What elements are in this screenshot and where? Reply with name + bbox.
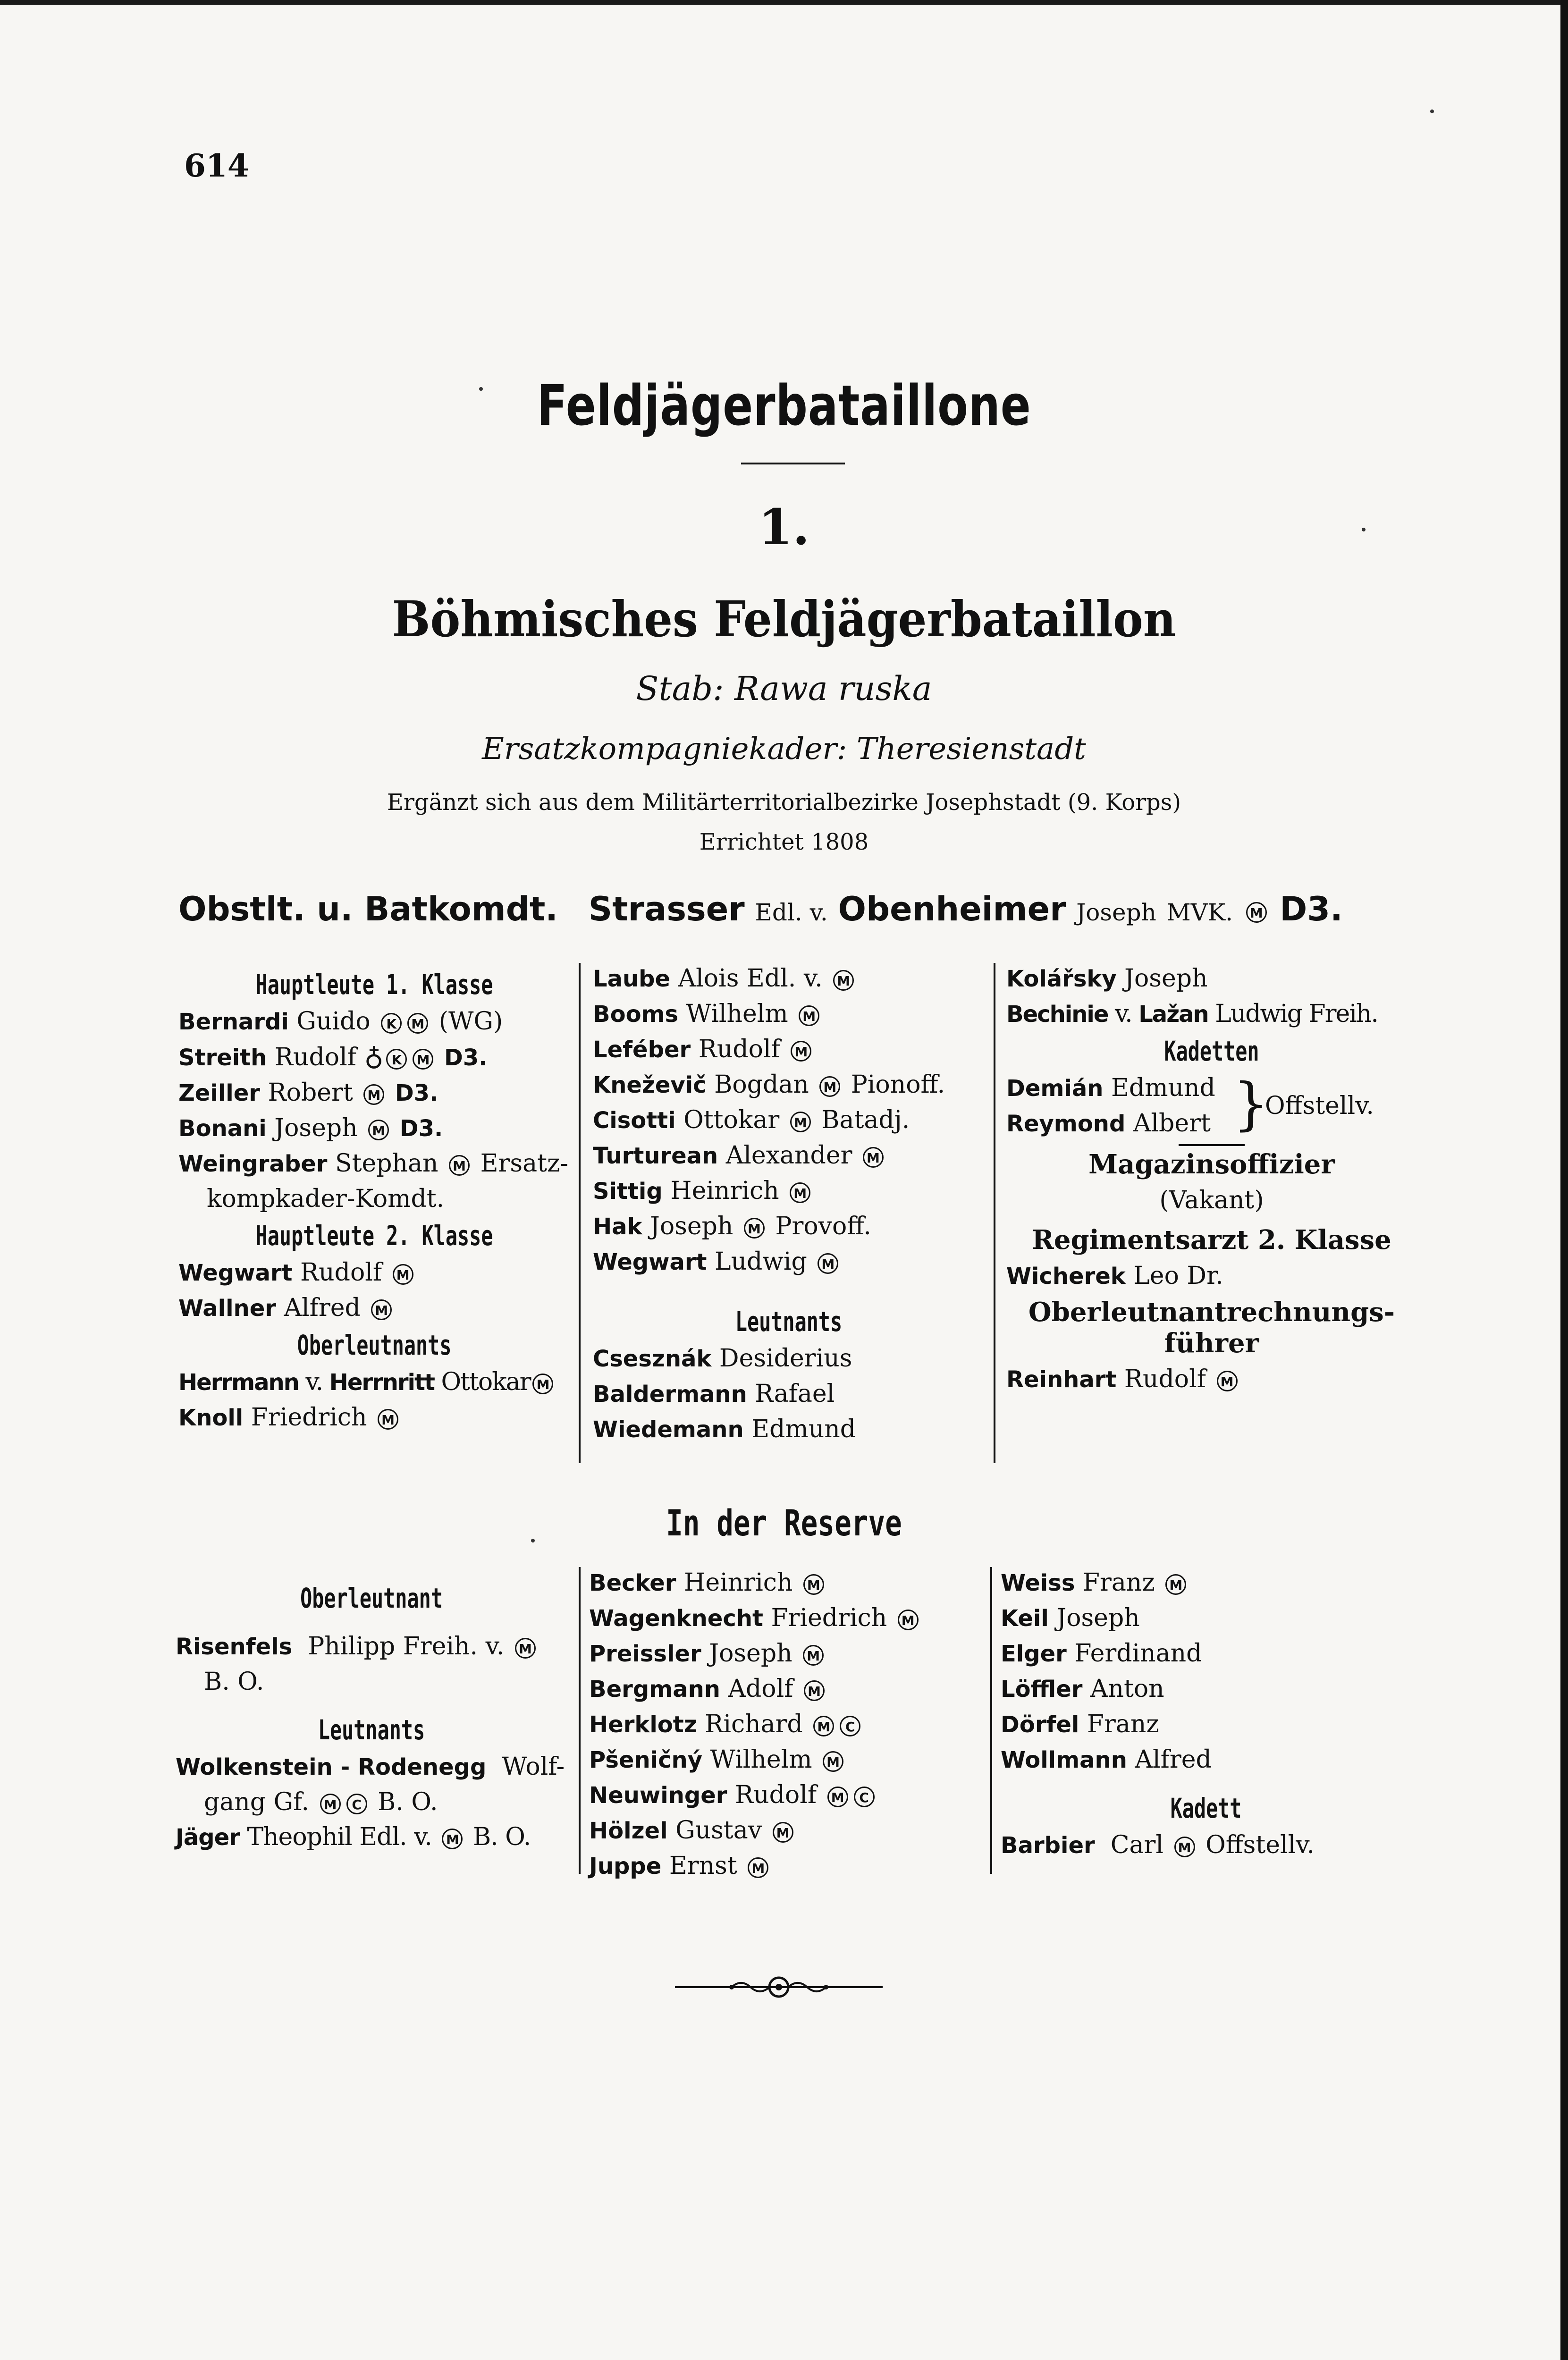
- battalion-number: 1.: [758, 498, 810, 556]
- heading-kadetten: Kadetten: [1164, 1035, 1259, 1067]
- decoration-m-icon: M: [827, 1787, 848, 1807]
- decoration-m-icon: M: [368, 1120, 389, 1140]
- decoration-m-icon: M: [1217, 1371, 1238, 1391]
- decoration-m-icon: M: [515, 1638, 536, 1659]
- decoration-m-icon: M: [833, 970, 854, 991]
- page-title: Feldjägerbataillone: [537, 373, 1031, 438]
- brace-icon: }: [1233, 1071, 1269, 1137]
- scan-border-top: [0, 0, 1568, 5]
- column-divider: [579, 1567, 581, 1874]
- decoration-m-icon: M: [790, 1182, 810, 1203]
- decoration-m-icon: M: [804, 1680, 825, 1701]
- list-item-continuation: kompkader-Komdt.: [207, 1185, 445, 1213]
- decoration-m-icon: M: [791, 1041, 811, 1062]
- decoration-m-icon: M: [790, 1112, 811, 1132]
- list-item: Wiedemann Edmund: [593, 1415, 856, 1443]
- battalion-name: Böhmisches Feldjägerbataillon: [392, 590, 1176, 648]
- list-item: Juppe Ernst M: [589, 1848, 981, 1884]
- decoration-m-icon: M: [378, 1409, 398, 1430]
- commander-d3: D3.: [1280, 890, 1343, 928]
- recruitment-line: Ergänzt sich aus dem Militärterritorialbezirke Josephstadt (9. Korps): [387, 789, 1181, 816]
- decoration-m-icon: M: [863, 1147, 884, 1168]
- decoration-m-icon: M: [1174, 1837, 1195, 1857]
- page-number: 614: [184, 147, 249, 184]
- commander-surname: Strasser: [588, 890, 745, 928]
- heading-kadett: Kadett: [1170, 1792, 1242, 1824]
- heading-rechnungsfuehrer-1: Oberleutnantrechnungs-: [1028, 1297, 1395, 1328]
- list-item: Leféber Rudolf M: [593, 1032, 985, 1067]
- list-item: Wallner Alfred M: [178, 1290, 570, 1326]
- ersatz-line: Ersatzkompagniekader: Theresienstadt: [482, 732, 1086, 767]
- ornament-divider: [675, 1971, 883, 2004]
- list-item: Weingraber Stephan M Ersatz-: [178, 1149, 568, 1178]
- decoration-m-icon: M: [773, 1822, 793, 1843]
- scan-border-right: [1560, 0, 1568, 2360]
- commander-particle: Edl. v.: [755, 899, 828, 926]
- list-item: Hak Joseph M Provoff.: [593, 1212, 871, 1240]
- list-item: Csesznák Desiderius: [593, 1344, 852, 1373]
- decoration-c-icon: C: [840, 1716, 860, 1736]
- column-1: [178, 965, 570, 1435]
- heading-oberleutnant: Oberleutnant: [300, 1582, 443, 1614]
- decoration-m-icon: M: [363, 1084, 384, 1105]
- speck: [531, 1539, 535, 1542]
- decoration-m-icon: M: [1246, 902, 1267, 923]
- commander-rank: Obstlt. u. Batkomdt.: [178, 890, 558, 928]
- commander-firstname: Joseph: [1076, 899, 1156, 926]
- list-item: Becker Heinrich M: [589, 1565, 981, 1601]
- list-item: Cisotti Ottokar M Batadj.: [593, 1106, 910, 1134]
- list-item: Wolkenstein - Rodenegg Wolf-: [176, 1753, 565, 1781]
- list-item: Zeiller Robert M D3.: [178, 1079, 438, 1107]
- decoration-m-icon: M: [442, 1829, 463, 1849]
- list-item: Bernardi Guido K M (WG): [178, 1007, 503, 1036]
- decoration-m-icon: M: [371, 1299, 392, 1320]
- title-rule: [741, 463, 845, 464]
- heading-oberleutnants: Oberleutnants: [297, 1329, 452, 1361]
- list-item: Hölzel Gustav M: [589, 1813, 981, 1848]
- reserve-column-1: [176, 1579, 567, 1855]
- founded-line: Errichtet 1808: [699, 829, 869, 855]
- decoration-k-icon: K: [381, 1013, 402, 1034]
- commander-mvk: MVK.: [1166, 899, 1233, 926]
- column-divider: [990, 1567, 992, 1874]
- list-item-continuation: gang Gf. M C B. O.: [204, 1788, 438, 1816]
- decoration-m-icon: M: [393, 1264, 413, 1285]
- stab-line: Stab: Rawa ruska: [636, 669, 932, 708]
- list-item: Herklotz Richard M C: [589, 1707, 981, 1742]
- list-item: Wegwart Rudolf M: [178, 1255, 570, 1290]
- kadetten-note: Offstellv.: [1265, 1092, 1374, 1120]
- column-divider: [994, 963, 995, 1463]
- list-item: Neuwinger Rudolf M C: [589, 1778, 981, 1813]
- reserve-column-2: [589, 1565, 981, 1884]
- decoration-m-icon: M: [320, 1794, 341, 1814]
- list-item: Turturean Alexander M: [593, 1138, 985, 1173]
- decoration-k-icon: K: [386, 1049, 407, 1070]
- list-item: Risenfels Philipp Freih. v. M: [176, 1629, 567, 1664]
- reserve-heading: In der Reserve: [666, 1502, 902, 1544]
- decoration-m-icon: M: [898, 1610, 919, 1630]
- medal-icon: ♁: [364, 1041, 384, 1072]
- heading-regimentsarzt: Regimentsarzt 2. Klasse: [1032, 1224, 1391, 1256]
- list-item: Demián Edmund: [1006, 1074, 1215, 1102]
- decoration-m-icon: M: [449, 1155, 470, 1176]
- list-item: Barbier Carl M Offstellv.: [1001, 1831, 1315, 1859]
- decoration-m-icon: M: [803, 1574, 824, 1595]
- list-item: Dörfel Franz: [1001, 1710, 1159, 1738]
- list-item: Wagenknecht Friedrich M: [589, 1601, 981, 1636]
- list-item: Wollmann Alfred: [1001, 1745, 1212, 1774]
- decoration-c-icon: C: [346, 1794, 367, 1814]
- list-item: Kneževič Bogdan M Pionoff.: [593, 1070, 945, 1099]
- decoration-m-icon: M: [813, 1716, 834, 1736]
- list-item: Kolářsky Joseph: [1006, 964, 1208, 993]
- list-item: Wegwart Ludwig M: [593, 1244, 985, 1280]
- list-item: Reymond Albert: [1006, 1109, 1211, 1138]
- decoration-m-icon: M: [532, 1374, 553, 1394]
- list-item: Keil Joseph: [1001, 1604, 1140, 1632]
- decoration-m-icon: M: [818, 1253, 838, 1274]
- decoration-m-icon: M: [413, 1049, 433, 1070]
- decoration-m-icon: M: [799, 1005, 819, 1026]
- list-item: Weiss Franz M: [1001, 1565, 1411, 1601]
- commander-line: [178, 890, 1343, 928]
- list-item: Wicherek Leo Dr.: [1006, 1262, 1223, 1290]
- decoration-m-icon: M: [407, 1013, 428, 1034]
- list-item: Baldermann Rafael: [593, 1380, 835, 1408]
- list-item: Bechinie v. Lažan Ludwig Freih.: [1006, 1000, 1378, 1028]
- vacant-note: (Vakant): [1159, 1186, 1264, 1214]
- kadetten-group: [1006, 1070, 1417, 1140]
- list-item: Streith Rudolf ♁ K M D3.: [178, 1041, 488, 1072]
- decoration-m-icon: M: [1165, 1574, 1186, 1595]
- list-item: Pšeničný Wilhelm M: [589, 1742, 981, 1778]
- list-item-continuation: B. O.: [204, 1668, 264, 1696]
- decoration-m-icon: M: [803, 1645, 824, 1666]
- column-3: [1006, 961, 1417, 1397]
- decoration-m-icon: M: [819, 1076, 840, 1097]
- list-item: Bonani Joseph M D3.: [178, 1114, 443, 1142]
- list-item: Jäger Theophil Edl. v. M B. O.: [176, 1823, 531, 1851]
- list-item: Booms Wilhelm M: [593, 996, 985, 1032]
- list-item: Löffler Anton: [1001, 1675, 1164, 1703]
- reserve-column-3: [1001, 1565, 1411, 1863]
- list-item: Bergmann Adolf M: [589, 1671, 981, 1707]
- heading-hauptleute-2: Hauptleute 2. Klasse: [255, 1220, 493, 1252]
- column-divider: [579, 963, 581, 1463]
- heading-magazinsoffizier: Magazinsoffizier: [1088, 1149, 1335, 1180]
- list-item: Sittig Heinrich M: [593, 1173, 985, 1209]
- decoration-m-icon: M: [748, 1857, 768, 1878]
- list-item: Laube Alois Edl. v. M: [593, 961, 985, 996]
- list-item: Reinhart Rudolf M: [1006, 1362, 1417, 1397]
- heading-leutnants: Leutnants: [735, 1306, 843, 1338]
- decoration-m-icon: M: [823, 1751, 843, 1772]
- decoration-m-icon: M: [744, 1218, 765, 1239]
- list-item: Herrmann v. Herrnritt Ottokar M: [178, 1365, 570, 1400]
- list-item: Knoll Friedrich M: [178, 1400, 570, 1435]
- heading-leutnants: Leutnants: [318, 1714, 425, 1746]
- list-item: Elger Ferdinand: [1001, 1639, 1202, 1668]
- heading-hauptleute-1: Hauptleute 1. Klasse: [255, 969, 493, 1001]
- heading-rechnungsfuehrer-2: führer: [1164, 1328, 1259, 1359]
- decoration-c-icon: C: [854, 1787, 875, 1807]
- speck: [1430, 110, 1434, 113]
- commander-name2: Obenheimer: [838, 890, 1066, 928]
- column-2: [593, 961, 985, 1447]
- list-item: Preissler Joseph M: [589, 1636, 981, 1671]
